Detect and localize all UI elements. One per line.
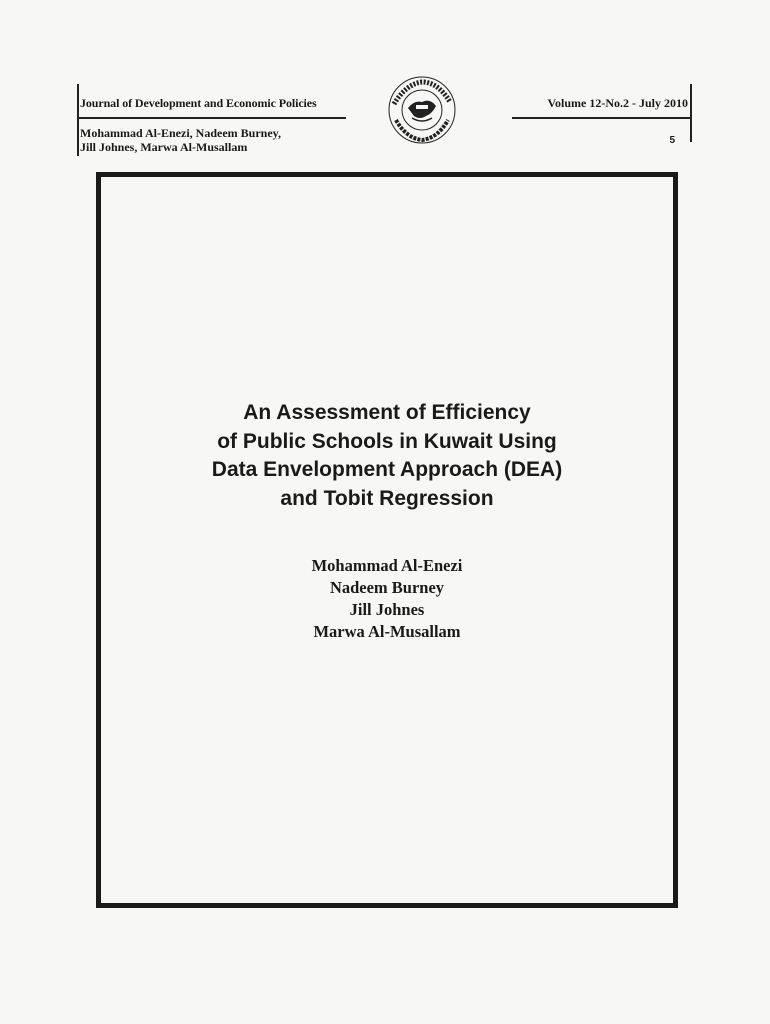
author-name: Marwa Al-Musallam <box>313 622 461 641</box>
page-number: 5 <box>669 135 675 146</box>
article-authors <box>101 555 673 643</box>
header-authors-line: Mohammad Al-Enezi, Nadeem Burney, <box>80 126 281 140</box>
title-line: and Tobit Regression <box>280 486 494 510</box>
author-name: Mohammad Al-Enezi <box>311 556 463 575</box>
header-right-rule-horizontal <box>512 117 692 119</box>
volume-issue: Volume 12-No.2 - July 2010 <box>547 96 688 110</box>
article-title <box>101 399 673 513</box>
header-left-rule-vertical <box>77 84 79 156</box>
header-authors-line: Jill Johnes, Marwa Al-Musallam <box>80 140 248 154</box>
header-left-rule-horizontal <box>77 117 346 119</box>
author-name: Nadeem Burney <box>329 578 445 597</box>
title-line: Data Envelopment Approach (DEA) <box>211 458 563 481</box>
title-line: of Public Schools in Kuwait Using <box>217 429 557 453</box>
title-line: An Assessment of Efficiency <box>243 401 531 424</box>
header-authors <box>80 126 281 154</box>
arab-planning-institute-logo-icon <box>386 74 458 146</box>
header-right-rule-vertical <box>690 84 692 142</box>
title-frame <box>96 172 678 908</box>
journal-name: Journal of Development and Economic Policies <box>80 96 317 110</box>
author-name: Jill Johnes <box>349 600 425 619</box>
